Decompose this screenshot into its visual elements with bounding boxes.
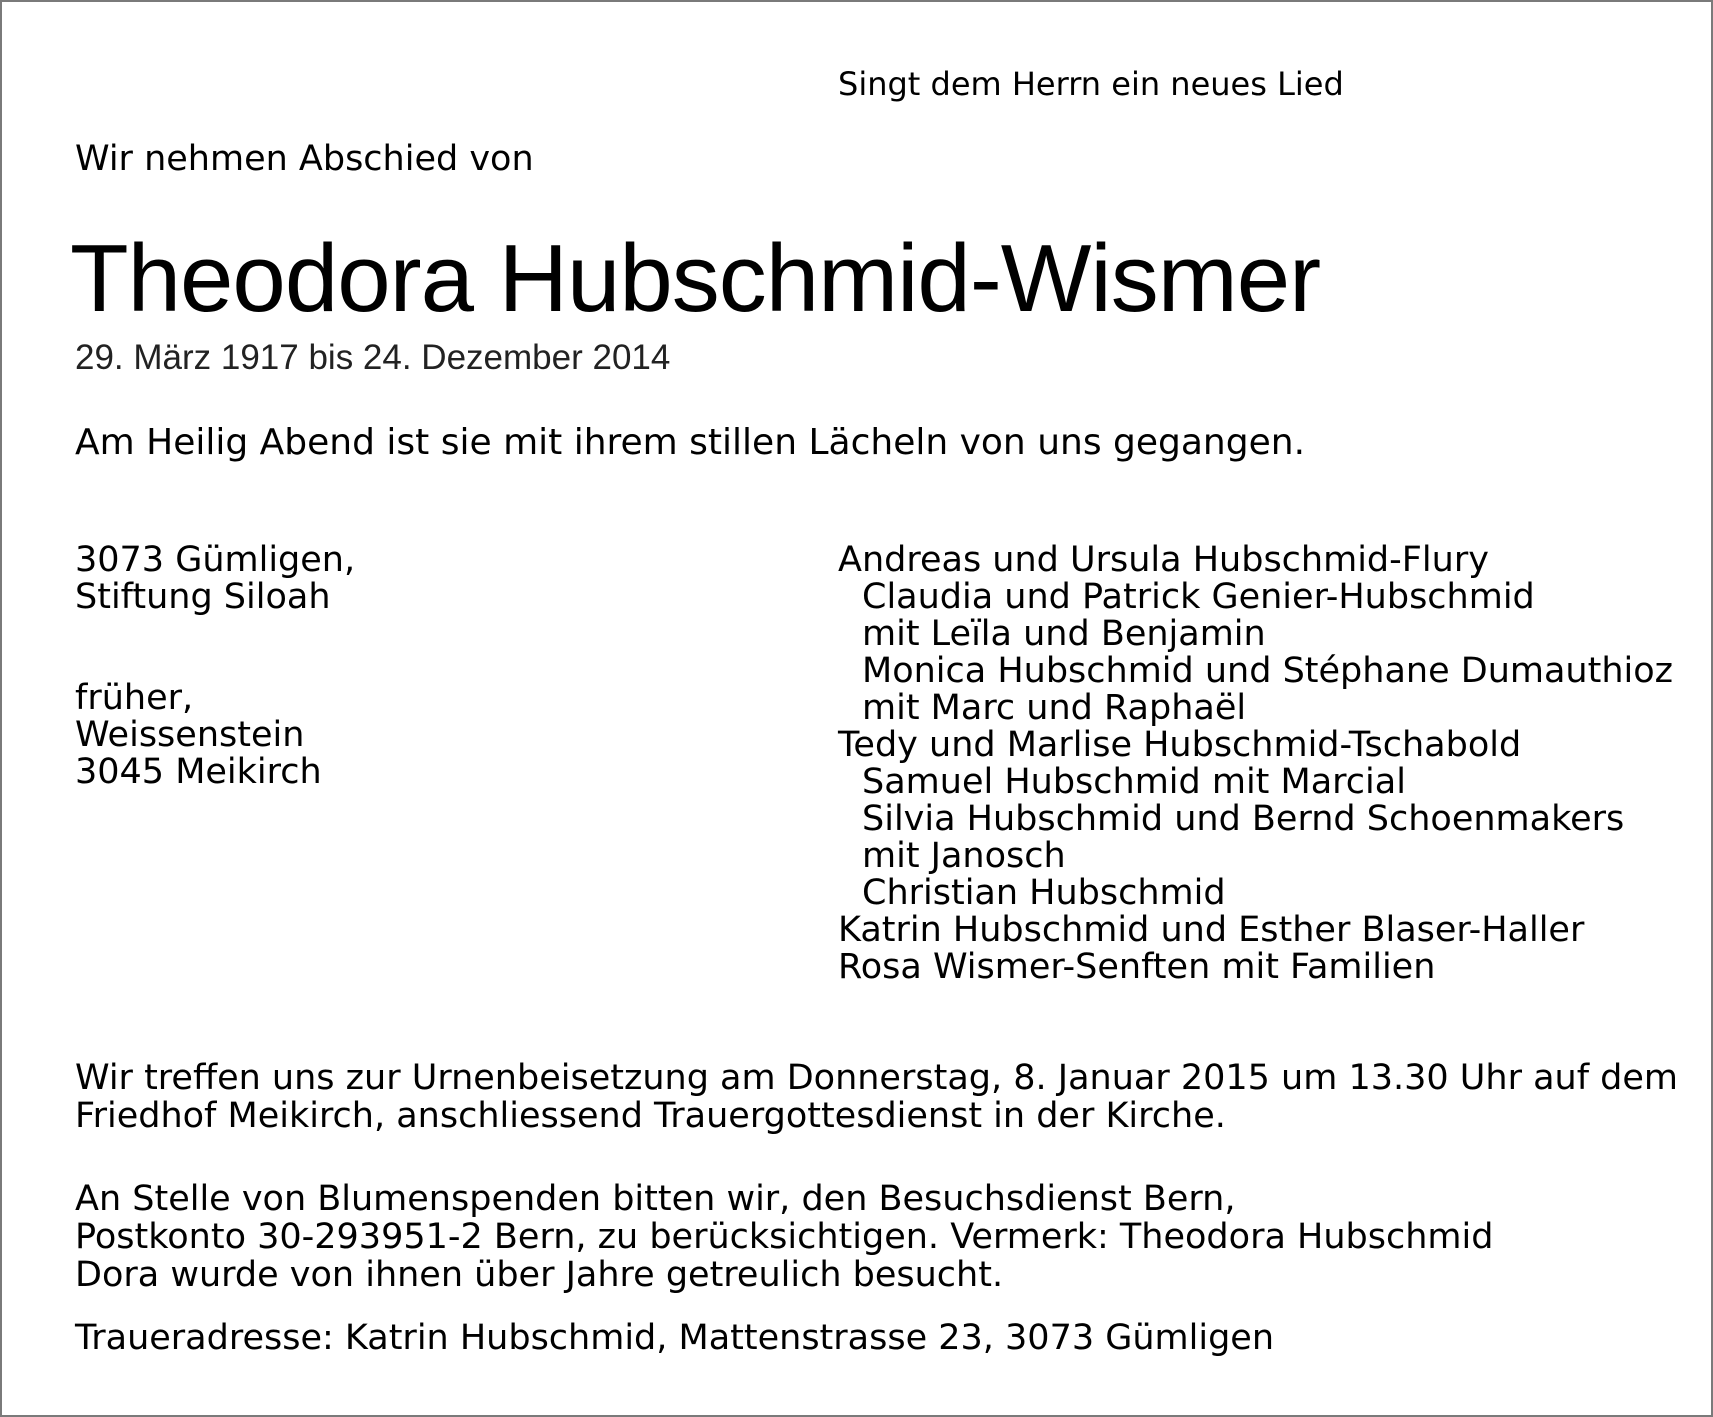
mourning-address: Traueradresse: Katrin Hubschmid, Mattenstrasse 23, 3073 Gümligen <box>75 1318 1275 1358</box>
mourner-line: Claudia und Patrick Genier-Hubschmid <box>862 577 1535 617</box>
former-address <box>75 680 322 791</box>
ceremony-line: Friedhof Meikirch, anschliessend Trauergottesdienst in der Kirche. <box>75 1096 1226 1136</box>
mourner-line: mit Marc und Raphaël <box>862 688 1247 728</box>
donations-line: Dora wurde von ihnen über Jahre getreulich besucht. <box>75 1255 1004 1295</box>
mourner-line: Andreas und Ursula Hubschmid-Flury <box>838 540 1489 580</box>
mourner-line: Katrin Hubschmid und Esther Blaser-Haller <box>838 910 1585 950</box>
mourner-line: Tedy und Marlise Hubschmid-Tschabold <box>838 725 1522 765</box>
passing-statement: Am Heilig Abend ist sie mit ihrem stillen Lächeln von uns gegangen. <box>75 422 1306 463</box>
donations-line: Postkonto 30-293951-2 Bern, zu berücksichtigen. Vermerk: Theodora Hubschmid <box>75 1217 1494 1257</box>
current-address <box>75 542 355 616</box>
address-line: 3073 Gümligen, <box>75 540 356 580</box>
life-dates: 29. März 1917 bis 24. Dezember 2014 <box>75 338 671 377</box>
address-line: Weissenstein <box>75 715 305 755</box>
mourner-line: Silvia Hubschmid und Bernd Schoenmakers <box>862 799 1625 839</box>
donations-paragraph <box>75 1180 1493 1294</box>
ceremony-line: Wir treffen uns zur Urnenbeisetzung am Donnerstag, 8. Januar 2015 um 13.30 Uhr auf dem <box>75 1058 1679 1098</box>
mourners-list <box>838 542 1673 986</box>
deceased-name: Theodora Hubschmid-Wismer <box>70 225 1321 332</box>
address-line: 3045 Meikirch <box>75 752 322 792</box>
mourner-line: mit Leïla und Benjamin <box>862 614 1266 654</box>
intro-text: Wir nehmen Abschied von <box>75 139 534 179</box>
donations-line: An Stelle von Blumenspenden bitten wir, den Besuchsdienst Bern, <box>75 1179 1236 1219</box>
mourner-line: Rosa Wismer-Senften mit Familien <box>838 947 1436 987</box>
motto: Singt dem Herrn ein neues Lied <box>838 65 1344 103</box>
address-line: früher, <box>75 678 194 718</box>
mourner-line: mit Janosch <box>862 836 1066 876</box>
mourner-line: Samuel Hubschmid mit Marcial <box>862 762 1406 802</box>
mourner-line: Christian Hubschmid <box>862 873 1226 913</box>
mourner-line: Monica Hubschmid und Stéphane Dumauthioz <box>862 651 1674 691</box>
ceremony-paragraph <box>75 1059 1678 1135</box>
address-line: Stiftung Siloah <box>75 577 331 617</box>
